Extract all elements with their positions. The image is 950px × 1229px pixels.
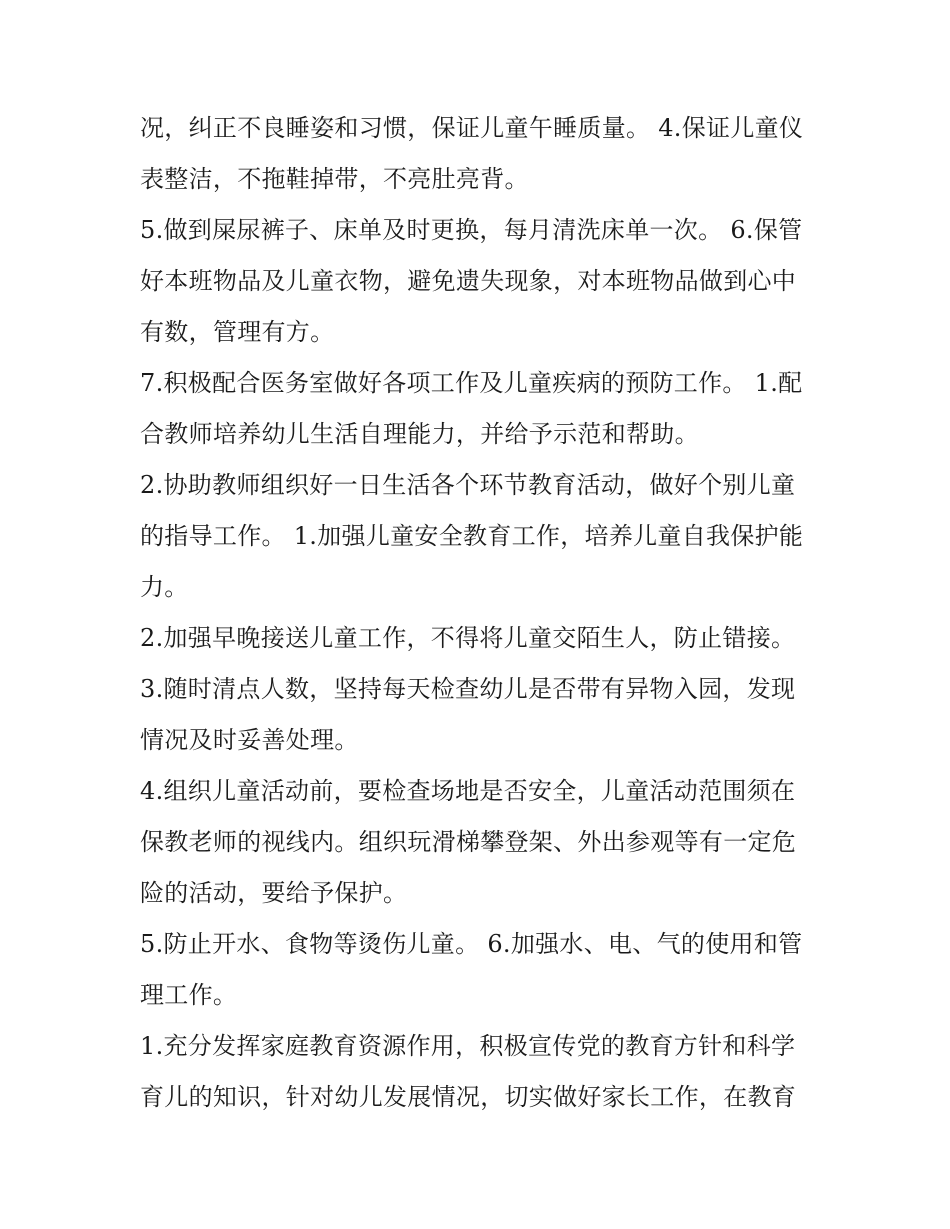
text-line: 好本班物品及儿童衣物，避免遗失现象，对本班物品做到心中	[140, 267, 797, 295]
text-line: 保教老师的视线内。组织玩滑梯攀登架、外出参观等有一定危	[140, 828, 797, 856]
text-line: 4.组织儿童活动前，要检查场地是否安全，儿童活动范围须在	[140, 777, 796, 805]
text-line: 7.积极配合医务室做好各项工作及儿童疾病的预防工作。 1.配	[140, 369, 803, 397]
text-line: 险的活动，要给予保护。	[140, 879, 408, 907]
text-line: 育儿的知识，针对幼儿发展情况，切实做好家长工作，在教育	[140, 1083, 797, 1111]
text-line: 2.加强早晚接送儿童工作，不得将儿童交陌生人，防止错接。	[140, 624, 796, 652]
text-line: 3.随时清点人数，坚持每天检查幼儿是否带有异物入园，发现	[140, 675, 796, 703]
text-line: 况，纠正不良睡姿和习惯，保证儿童午睡质量。 4.保证儿童仪	[140, 114, 804, 142]
document-body	[140, 103, 820, 1123]
text-line: 2.协助教师组织好一日生活各个环节教育活动，做好个别儿童	[140, 471, 796, 499]
text-line: 表整洁，不拖鞋掉带，不亮肚亮背。	[140, 165, 529, 193]
text-line: 5.防止开水、食物等烫伤儿童。 6.加强水、电、气的使用和管	[140, 930, 803, 958]
text-line: 的指导工作。 1.加强儿童安全教育工作，培养儿童自我保护能	[140, 522, 804, 550]
text-line: 有数，管理有方。	[140, 318, 335, 346]
text-line: 情况及时妥善处理。	[140, 726, 359, 754]
text-line: 力。	[140, 573, 189, 601]
text-line: 合教师培养幼儿生活自理能力，并给予示范和帮助。	[140, 420, 699, 448]
text-line: 理工作。	[140, 981, 238, 1009]
text-line: 1.充分发挥家庭教育资源作用，积极宣传党的教育方针和科学	[140, 1032, 796, 1060]
text-line: 5.做到屎尿裤子、床单及时更换，每月清洗床单一次。 6.保管	[140, 216, 803, 244]
